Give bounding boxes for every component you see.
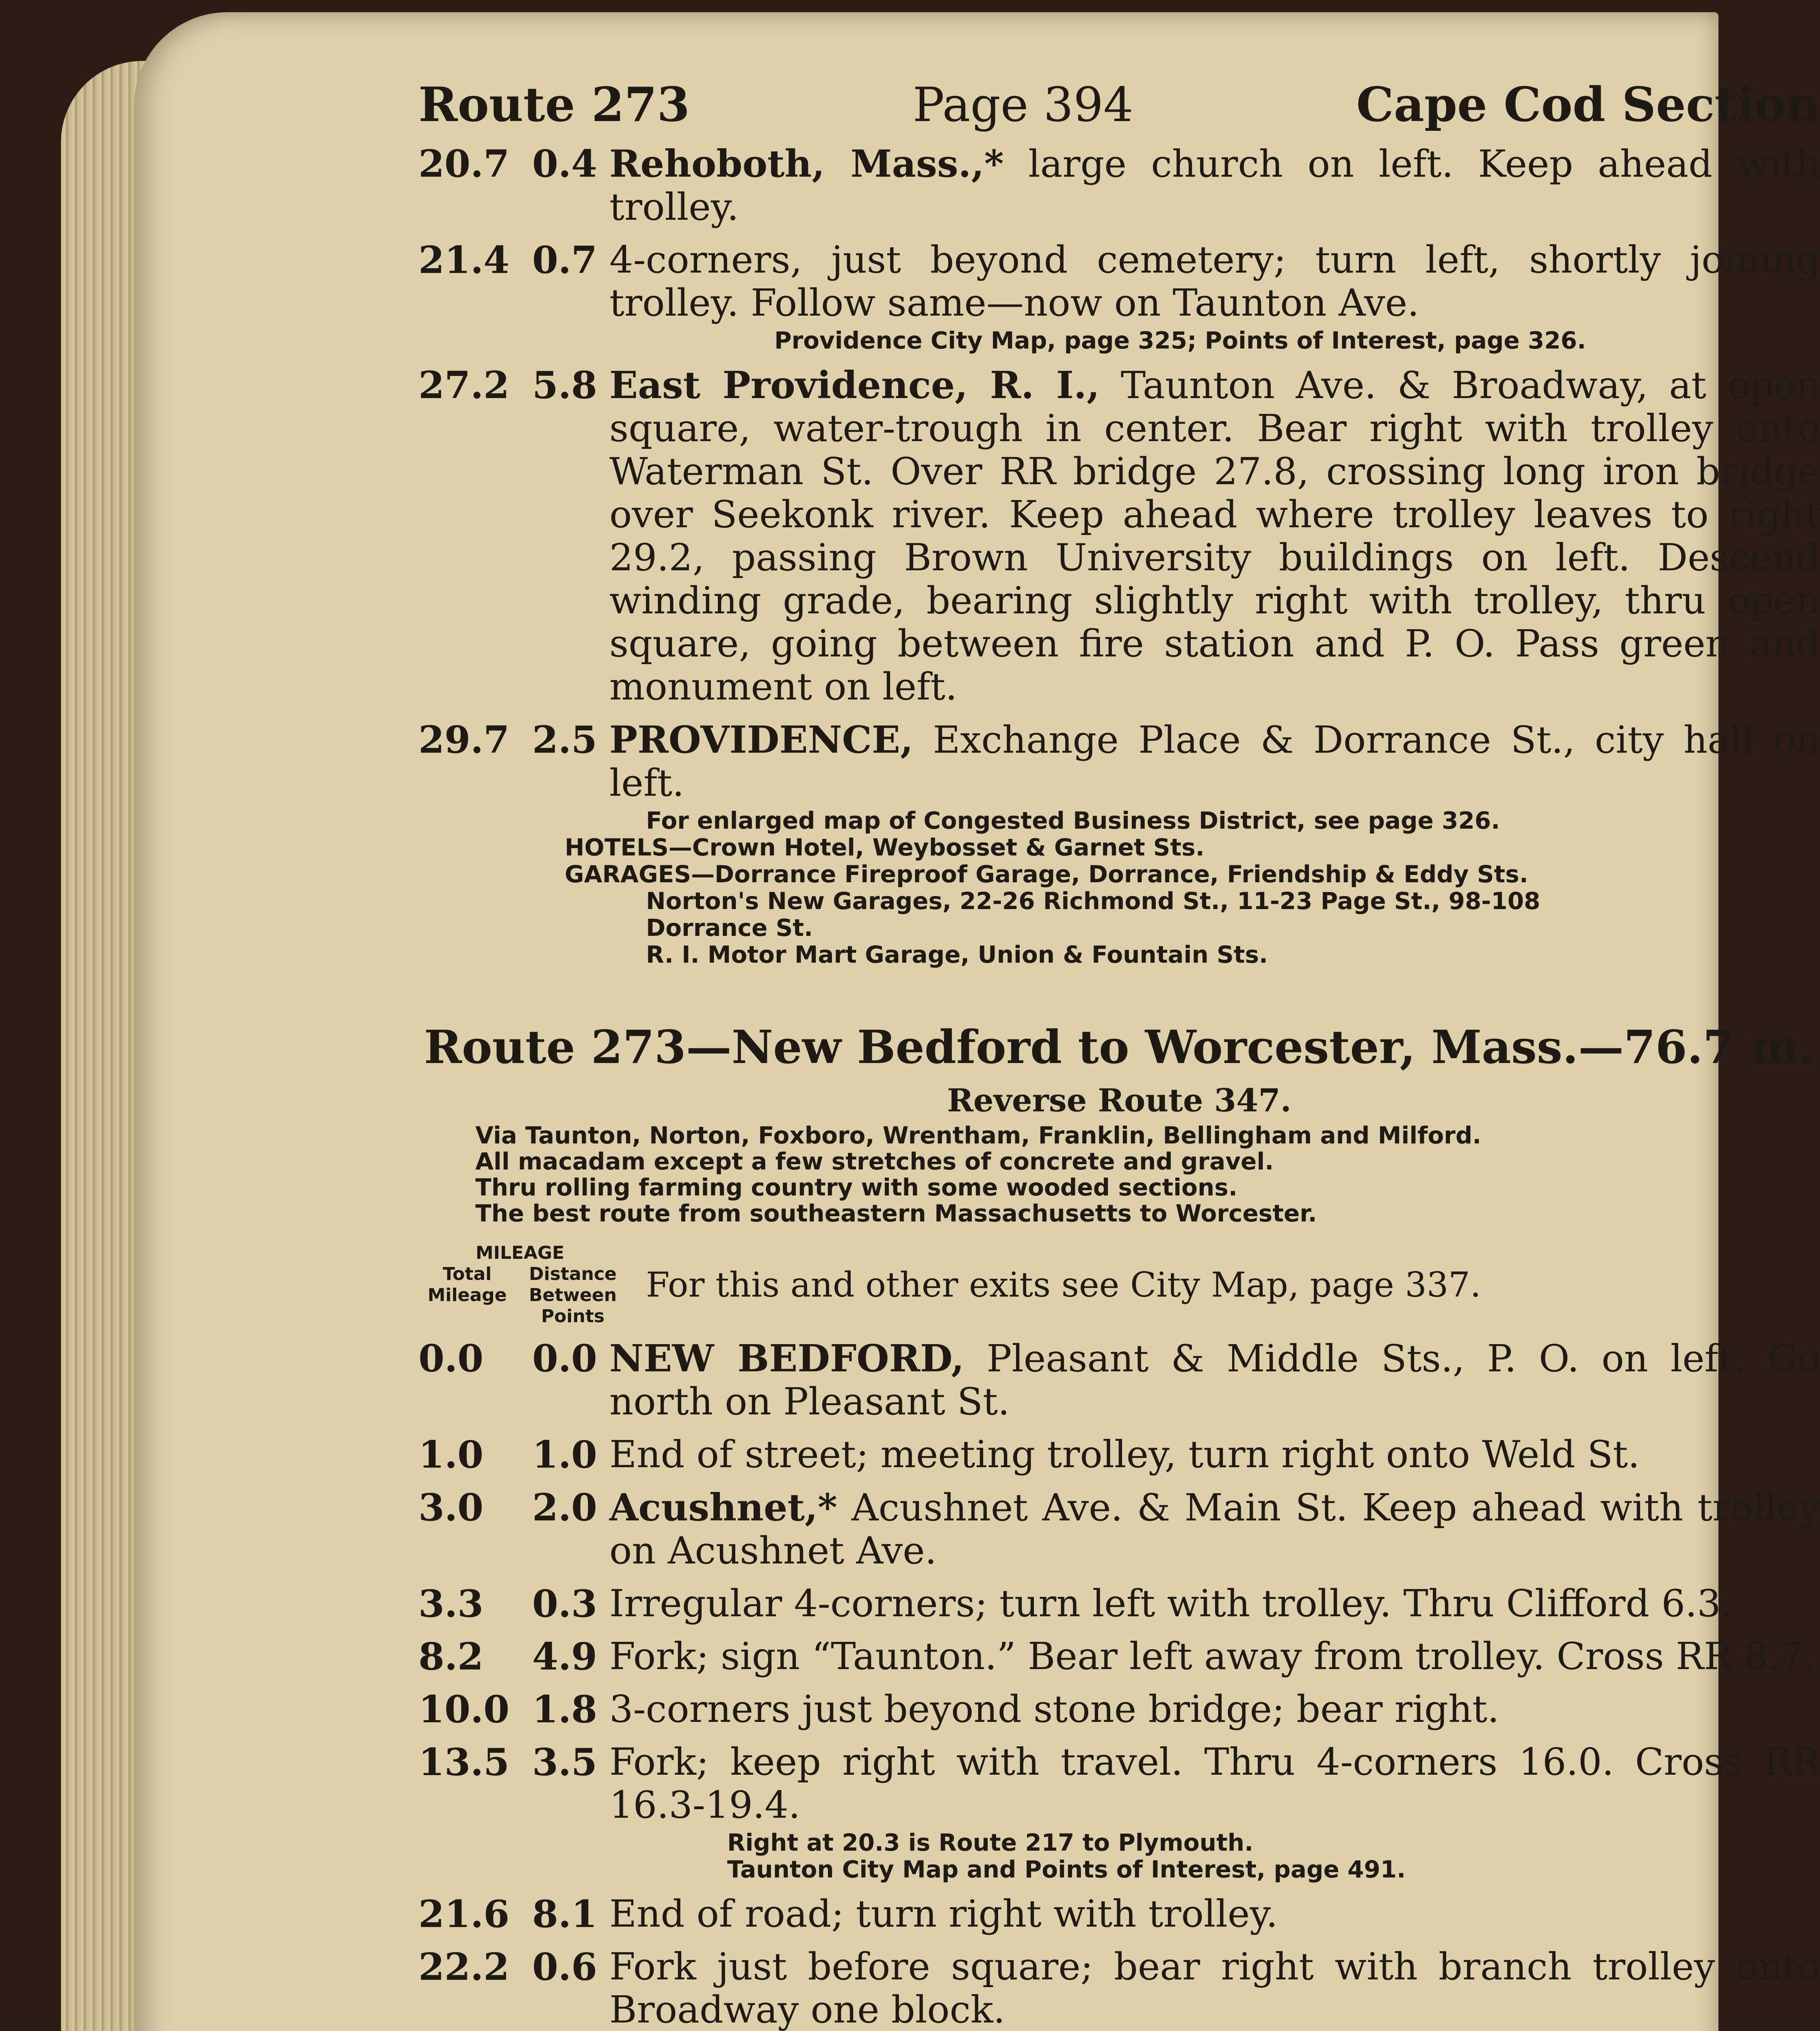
total-mileage: 8.2 bbox=[418, 1635, 484, 1678]
between-mileage: 8.1 bbox=[532, 1892, 598, 1936]
route-entry bbox=[418, 1688, 1820, 1731]
total-mileage: 10.0 bbox=[418, 1687, 510, 1731]
between-mileage: 1.8 bbox=[532, 1687, 598, 1731]
directions: Taunton Ave. & Broadway, at open square, water-trough in center. Bear right with trolley onto Waterman St. Over RR bridge 27.8, crossing long iron bridge over Seekonk river. Keep ahead where trolley leaves to right 29.2, passing Brown University buildings on left. Descend winding grade, bearing slightly right with trolley, thru open square, going between fire station and P. O. Pass green and monument on left. bbox=[609, 364, 1820, 708]
total-mileage: 3.0 bbox=[418, 1485, 484, 1529]
route-entry bbox=[418, 1892, 1820, 1936]
directions: 3-corners just beyond stone bridge; bear right. bbox=[609, 1687, 1499, 1731]
page-header bbox=[418, 77, 1820, 132]
route-entry bbox=[418, 1635, 1820, 1678]
place-name: Acushnet,* bbox=[609, 1485, 838, 1529]
between-mileage: 0.0 bbox=[532, 1336, 598, 1380]
total-mileage: 21.6 bbox=[418, 1892, 510, 1936]
mileage-key bbox=[418, 1243, 622, 1327]
note-line: For enlarged map of Congested Business District, see page 326. bbox=[646, 807, 1500, 834]
route-entry bbox=[418, 1433, 1820, 1476]
route-entry bbox=[418, 238, 1820, 325]
between-mileage: 0.7 bbox=[532, 238, 598, 282]
total-mileage: 20.7 bbox=[418, 142, 510, 186]
entry-text bbox=[609, 1337, 1820, 1423]
total-mileage: 3.3 bbox=[418, 1582, 484, 1626]
directions: Exchange Place & Dorrance St., city hall on left. bbox=[609, 718, 1820, 805]
route-entry bbox=[418, 1337, 1820, 1423]
total-mileage: 29.7 bbox=[418, 718, 510, 762]
exits-note: For this and other exits see City Map, page 337. bbox=[646, 1265, 1481, 1305]
total-mileage: 0.0 bbox=[418, 1336, 484, 1380]
description-line: The best route from southeastern Massachusetts to Worcester. bbox=[475, 1200, 1317, 1227]
route-entry bbox=[418, 1741, 1820, 1827]
between-mileage: 0.4 bbox=[532, 142, 598, 186]
route-entry bbox=[418, 364, 1820, 708]
directions: Irregular 4-corners; turn left with trolley. Thru Clifford 6.3. bbox=[609, 1582, 1733, 1625]
total-mileage: 21.4 bbox=[418, 238, 510, 282]
book-page bbox=[134, 12, 1820, 2031]
between-mileage: 2.5 bbox=[532, 718, 598, 762]
description-line: All macadam except a few stretches of concrete and gravel. bbox=[475, 1148, 1274, 1175]
description-line: Thru rolling farming country with some wooded sections. bbox=[475, 1174, 1237, 1201]
note-line: Providence City Map, page 325; Points of Interest, page 326. bbox=[774, 327, 1586, 354]
route-entry bbox=[418, 718, 1820, 805]
mileage-label: MILEAGE bbox=[475, 1243, 565, 1263]
route-entry bbox=[418, 1582, 1820, 1625]
directions: Acushnet Ave. & Main St. Keep ahead with trolley on Acushnet Ave. bbox=[609, 1486, 1820, 1572]
entry-text bbox=[609, 364, 1820, 708]
place-name: Rehoboth, Mass.,* bbox=[609, 142, 1004, 186]
mileage-key-row bbox=[418, 1243, 1820, 1327]
header-route: Route 273 bbox=[418, 77, 690, 132]
note-line: HOTELS—Crown Hotel, Weybosset & Garnet Sts. bbox=[565, 834, 1205, 861]
distance-label: Distance Between Points bbox=[529, 1264, 617, 1327]
directions: Fork; keep right with travel. Thru 4-corners 16.0. Cross RR 16.3-19.4. bbox=[609, 1740, 1820, 1827]
route-title: Route 273—New Bedford to Worcester, Mass.—76.7 m. bbox=[424, 1021, 1815, 1074]
total-mileage: 22.2 bbox=[418, 1945, 510, 1989]
notes-block bbox=[565, 807, 1820, 968]
total-label: Total Mileage bbox=[427, 1264, 507, 1306]
entry-text bbox=[609, 1486, 1820, 1572]
place-name: East Providence, R. I., bbox=[609, 363, 1100, 407]
between-mileage: 4.9 bbox=[532, 1635, 598, 1678]
directions: 4-corners, just beyond cemetery; turn left, shortly joining trolley. Follow same—now on Taunton Ave. bbox=[609, 238, 1820, 325]
between-mileage: 3.5 bbox=[532, 1740, 598, 1784]
entry-text bbox=[609, 142, 1820, 229]
directions: End of road; turn right with trolley. bbox=[609, 1892, 1278, 1936]
note-line: Norton's New Garages, 22-26 Richmond St., 11-23 Page St., 98-108 bbox=[646, 887, 1540, 915]
route-entry bbox=[418, 1486, 1820, 1572]
between-mileage: 2.0 bbox=[532, 1485, 598, 1529]
notes-block bbox=[727, 1829, 1820, 1883]
route-description bbox=[475, 1122, 1820, 1226]
route-entry bbox=[418, 1945, 1820, 2031]
note-line: Right at 20.3 is Route 217 to Plymouth. bbox=[727, 1829, 1254, 1856]
directions: large church on left. Keep ahead with trolley. bbox=[609, 142, 1820, 229]
note-line: R. I. Motor Mart Garage, Union & Fountain Sts. bbox=[646, 941, 1268, 968]
place-name: NEW BEDFORD, bbox=[609, 1336, 964, 1380]
between-mileage: 1.0 bbox=[532, 1433, 598, 1477]
between-mileage: 0.3 bbox=[532, 1582, 598, 1626]
total-mileage: 27.2 bbox=[418, 363, 510, 407]
header-section: Cape Cod Section bbox=[1356, 77, 1820, 132]
total-mileage: 1.0 bbox=[418, 1433, 484, 1477]
total-mileage: 13.5 bbox=[418, 1740, 510, 1784]
description-line: Via Taunton, Norton, Foxboro, Wrentham, Franklin, Bellingham and Milford. bbox=[475, 1122, 1482, 1149]
entry-text bbox=[609, 718, 1820, 805]
note-line: Taunton City Map and Points of Interest, page 491. bbox=[727, 1856, 1406, 1883]
directions: Fork just before square; bear right with branch trolley onto Broadway one block. bbox=[609, 1945, 1820, 2031]
place-name: PROVIDENCE, bbox=[609, 718, 913, 762]
directions: End of street; meeting trolley, turn right onto Weld St. bbox=[609, 1433, 1640, 1476]
route-entry bbox=[418, 142, 1820, 229]
between-mileage: 5.8 bbox=[532, 363, 598, 407]
header-page: Page 394 bbox=[912, 78, 1133, 132]
reverse-route: Reverse Route 347. bbox=[947, 1082, 1291, 1119]
note-line: GARAGES—Dorrance Fireproof Garage, Dorrance, Friendship & Eddy Sts. bbox=[565, 860, 1528, 888]
page-content bbox=[418, 77, 1820, 2031]
directions: Fork; sign “Taunton.” Bear left away from trolley. Cross RR 8.7. bbox=[609, 1635, 1816, 1678]
note-line: Dorrance St. bbox=[646, 914, 813, 942]
between-mileage: 0.6 bbox=[532, 1945, 598, 1989]
directions: Pleasant & Middle Sts., P. O. on left. Go north on Pleasant St. bbox=[609, 1337, 1820, 1423]
